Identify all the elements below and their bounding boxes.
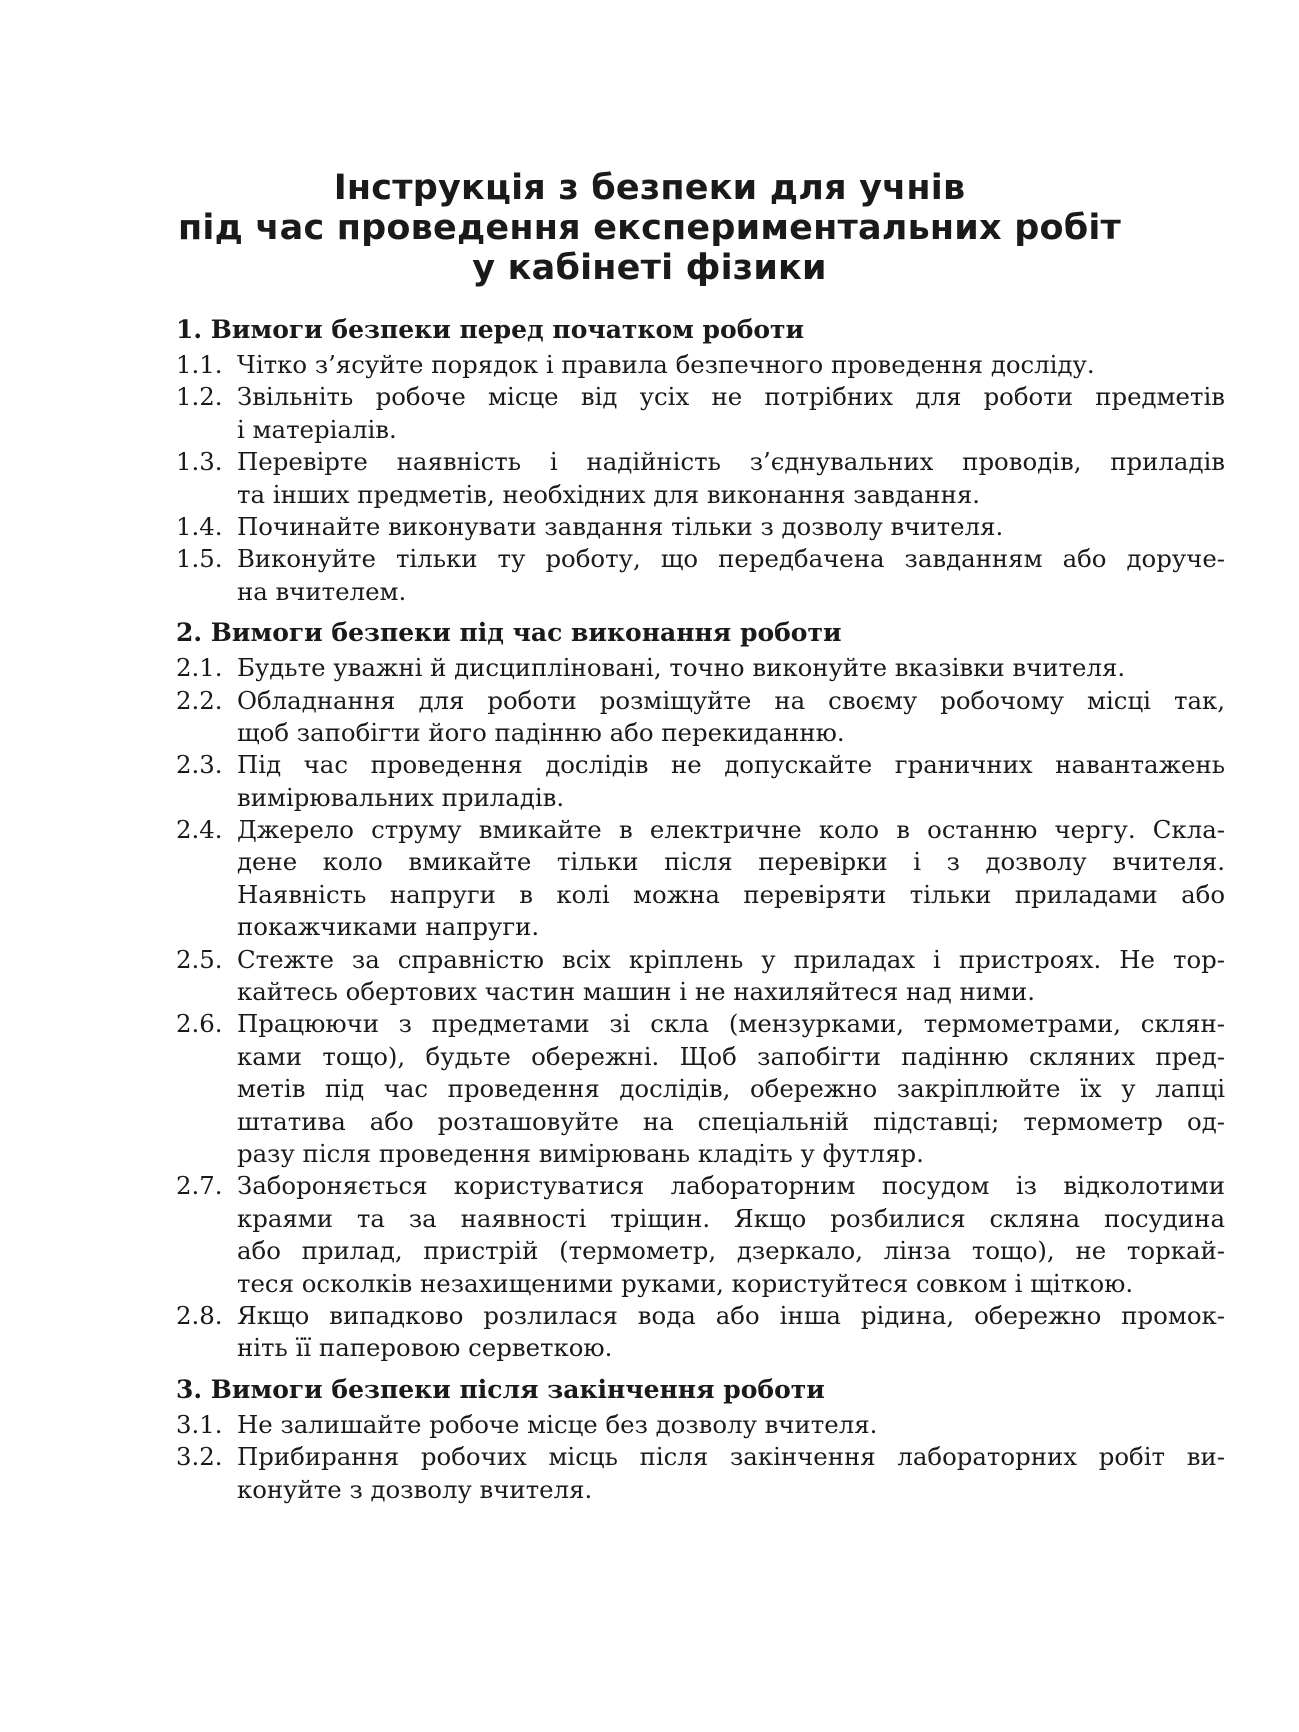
title-line-3: у кабінеті фізики xyxy=(472,248,827,288)
item-text-line: на вчителем. xyxy=(237,576,407,606)
item-text-line: Під час проведення дослідів не допускайте граничних навантажень xyxy=(237,750,1225,780)
item-number: 1.4. xyxy=(176,511,223,541)
item-number: 1.3. xyxy=(176,447,223,477)
list-item xyxy=(176,381,1225,446)
item-text-line: Перевірте наявність і надійність з’єднувальних проводів, приладів xyxy=(237,447,1225,477)
item-text-line: та інших предметів, необхідних для виконання завдання. xyxy=(237,479,981,509)
item-number: 1.5. xyxy=(176,544,223,574)
item-text-line: Стежте за справністю всіх кріплень у приладах і пристроях. Не тор- xyxy=(237,944,1225,974)
item-number: 3.1. xyxy=(176,1409,223,1439)
list-item xyxy=(176,511,1225,543)
list-item xyxy=(176,814,1225,944)
item-number: 3.2. xyxy=(176,1442,223,1472)
item-text-line: Наявність напруги в колі можна перевіряти тільки приладами або xyxy=(237,879,1225,909)
item-text-line: Джерело струму вмикайте в електричне коло в останню чергу. Скла- xyxy=(237,815,1225,845)
title-line-1: Інструкція з безпеки для учнів xyxy=(333,168,966,208)
item-text-line: ніть її паперовою серветкою. xyxy=(237,1333,613,1363)
item-text-line: штатива або розташовуйте на спеціальній підставці; термометр од- xyxy=(237,1106,1225,1136)
item-number: 2.6. xyxy=(176,1009,223,1039)
item-text-line: Забороняється користуватися лабораторним посудом із відколотими xyxy=(237,1171,1225,1201)
document-body xyxy=(176,311,1225,1506)
item-number: 1.2. xyxy=(176,382,223,412)
list-item xyxy=(176,1300,1225,1365)
list-item xyxy=(176,1008,1225,1170)
item-text-line: Якщо випадково розлилася вода або інша рідина, обережно промок- xyxy=(237,1300,1225,1330)
item-number: 2.4. xyxy=(176,815,223,845)
item-text-line: Працюючи з предметами зі скла (мензурками, термометрами, склян- xyxy=(237,1009,1225,1039)
item-text-line: Не залишайте робоче місце без дозволу вчителя. xyxy=(237,1409,878,1439)
list-item xyxy=(176,349,1225,381)
item-number: 1.1. xyxy=(176,350,223,379)
item-text-line: і матеріалів. xyxy=(237,414,397,444)
item-number: 2.1. xyxy=(176,653,223,683)
item-text-line: ками тощо), будьте обережні. Щоб запобігти падінню скляних пред- xyxy=(237,1041,1225,1071)
item-text-line: Обладнання для роботи розміщуйте на своєму робочому місці так, xyxy=(237,685,1225,715)
section-heading-3: 3. Вимоги безпеки після закінчення роботи xyxy=(176,1374,825,1404)
item-text-line: Будьте уважні й дисципліновані, точно виконуйте вказівки вчителя. xyxy=(237,653,1126,683)
list-item xyxy=(176,543,1225,608)
list-item xyxy=(176,1441,1225,1506)
item-text-line: або прилад, пристрій (термометр, дзеркало, лінза тощо), не торкай- xyxy=(237,1236,1225,1266)
item-text-line: Починайте виконувати завдання тільки з дозволу вчителя. xyxy=(237,511,1004,541)
item-number: 2.7. xyxy=(176,1171,223,1201)
item-text-line: метів під час проведення дослідів, обережно закріплюйте їх у лапці xyxy=(237,1074,1225,1104)
item-number: 2.2. xyxy=(176,685,223,715)
list-item xyxy=(176,1170,1225,1300)
list-item xyxy=(176,749,1225,814)
page-title xyxy=(0,168,1299,288)
section-heading-1: 1. Вимоги безпеки перед початком роботи xyxy=(176,315,805,344)
item-number: 2.3. xyxy=(176,750,223,780)
item-text-line: конуйте з дозволу вчителя. xyxy=(237,1474,593,1504)
item-text-line: теся осколків незахищеними руками, користуйтеся совком і щіткою. xyxy=(237,1268,1134,1298)
list-item xyxy=(176,944,1225,1009)
item-number: 2.8. xyxy=(176,1300,223,1330)
item-number: 2.5. xyxy=(176,944,223,974)
title-line-2: під час проведення експериментальних робіт xyxy=(177,208,1122,248)
section-heading-2: 2. Вимоги безпеки під час виконання роботи xyxy=(176,618,842,648)
item-text-line: Прибирання робочих місць після закінчення лабораторних робіт ви- xyxy=(237,1442,1225,1472)
list-item xyxy=(176,1409,1225,1441)
list-item xyxy=(176,652,1225,684)
item-text-line: дене коло вмикайте тільки після перевірки і з дозволу вчителя. xyxy=(237,847,1225,877)
item-text-line: краями та за наявності тріщин. Якщо розбилися скляна посудина xyxy=(237,1203,1225,1233)
item-text-line: разу після проведення вимірювань кладіть у футляр. xyxy=(237,1138,924,1168)
item-text-line: Чітко з’ясуйте порядок і правила безпечного проведення досліду. xyxy=(237,350,1095,379)
item-text-line: щоб запобігти його падінню або перекиданню. xyxy=(237,717,845,747)
item-text-line: покажчиками напруги. xyxy=(237,912,540,942)
item-text-line: Звільніть робоче місце від усіх не потрібних для роботи предметів xyxy=(237,382,1225,412)
item-text-line: Виконуйте тільки ту роботу, що передбачена завданням або доруче- xyxy=(237,544,1225,574)
list-item xyxy=(176,446,1225,511)
list-item xyxy=(176,685,1225,750)
item-text-line: кайтесь обертових частин машин і не нахиляйтеся над ними. xyxy=(237,977,1036,1007)
item-text-line: вимірювальних приладів. xyxy=(237,782,565,812)
